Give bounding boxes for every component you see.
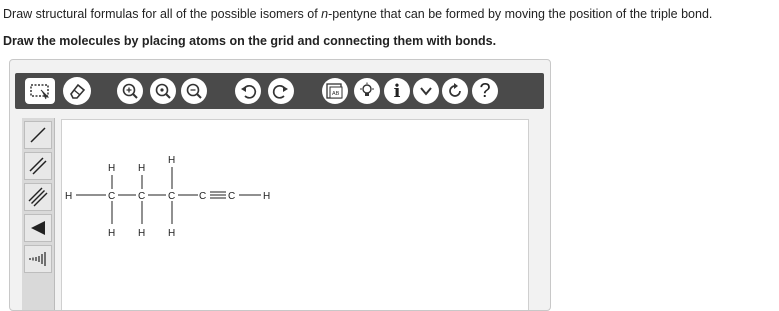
atom-h-top-1[interactable]: H [108, 163, 116, 174]
undo-button[interactable] [235, 78, 261, 104]
zoom-reset-button[interactable] [150, 78, 176, 104]
expand-button[interactable] [413, 78, 439, 104]
refresh-icon [446, 82, 464, 100]
atom-h-left[interactable]: H [65, 191, 73, 202]
zoom-in-button[interactable] [117, 78, 143, 104]
hint-button[interactable] [354, 78, 380, 104]
hash-bond-icon [28, 249, 48, 269]
info-button[interactable] [384, 78, 410, 104]
atom-h-top-3[interactable]: H [168, 155, 176, 166]
wedge-bond-button[interactable] [24, 214, 52, 242]
drawing-tool-frame [9, 59, 551, 311]
info-icon: i [393, 80, 401, 102]
atom-h-top-2[interactable]: H [138, 163, 146, 174]
templates-icon [325, 82, 345, 100]
feedback-button[interactable] [442, 78, 468, 104]
single-bond-button[interactable] [24, 121, 52, 149]
atom-c1[interactable]: C [108, 191, 116, 202]
atom-h-bottom-2[interactable]: H [138, 228, 146, 239]
chevron-down-icon [418, 83, 434, 99]
bond-tool-sidebar [22, 118, 55, 311]
drawing-canvas[interactable] [61, 119, 529, 311]
select-tool-button[interactable] [25, 78, 55, 104]
zoom-out-button[interactable] [181, 78, 207, 104]
toolbar [15, 73, 544, 109]
atom-c4[interactable]: C [199, 191, 207, 202]
templates-button[interactable] [322, 78, 348, 104]
atom-c3[interactable]: C [168, 191, 176, 202]
zoom-in-icon [121, 82, 139, 100]
templates-label: AB [332, 91, 340, 97]
lightbulb-icon [358, 82, 376, 100]
atom-c2[interactable]: C [138, 191, 146, 202]
atom-h-bottom-1[interactable]: H [108, 228, 116, 239]
hash-bond-button[interactable] [24, 245, 52, 273]
triple-bond-icon [28, 187, 48, 207]
double-bond-button[interactable] [24, 152, 52, 180]
molecule-structure [62, 120, 528, 311]
undo-icon [239, 82, 257, 100]
triple-bond-button[interactable] [24, 183, 52, 211]
atom-c5[interactable]: C [228, 191, 236, 202]
eraser-button[interactable] [63, 77, 91, 105]
zoom-out-icon [185, 82, 203, 100]
wedge-bond-icon [28, 218, 48, 238]
atom-h-bottom-3[interactable]: H [168, 228, 176, 239]
instruction-line-1: Draw structural formulas for all of the possible isomers of n-pentyne that can be formed by moving the position of the triple bond. [3, 7, 713, 21]
eraser-icon [67, 81, 87, 101]
help-button[interactable] [472, 78, 498, 104]
single-bond-icon [28, 125, 48, 145]
redo-icon [272, 82, 290, 100]
atom-h-right[interactable]: H [263, 191, 271, 202]
instruction-line-2: Draw the molecules by placing atoms on the grid and connecting them with bonds. [3, 34, 497, 48]
redo-button[interactable] [268, 78, 294, 104]
zoom-reset-icon [154, 82, 172, 100]
selection-icon [29, 82, 51, 100]
double-bond-icon [28, 156, 48, 176]
help-icon: ? [479, 79, 491, 102]
